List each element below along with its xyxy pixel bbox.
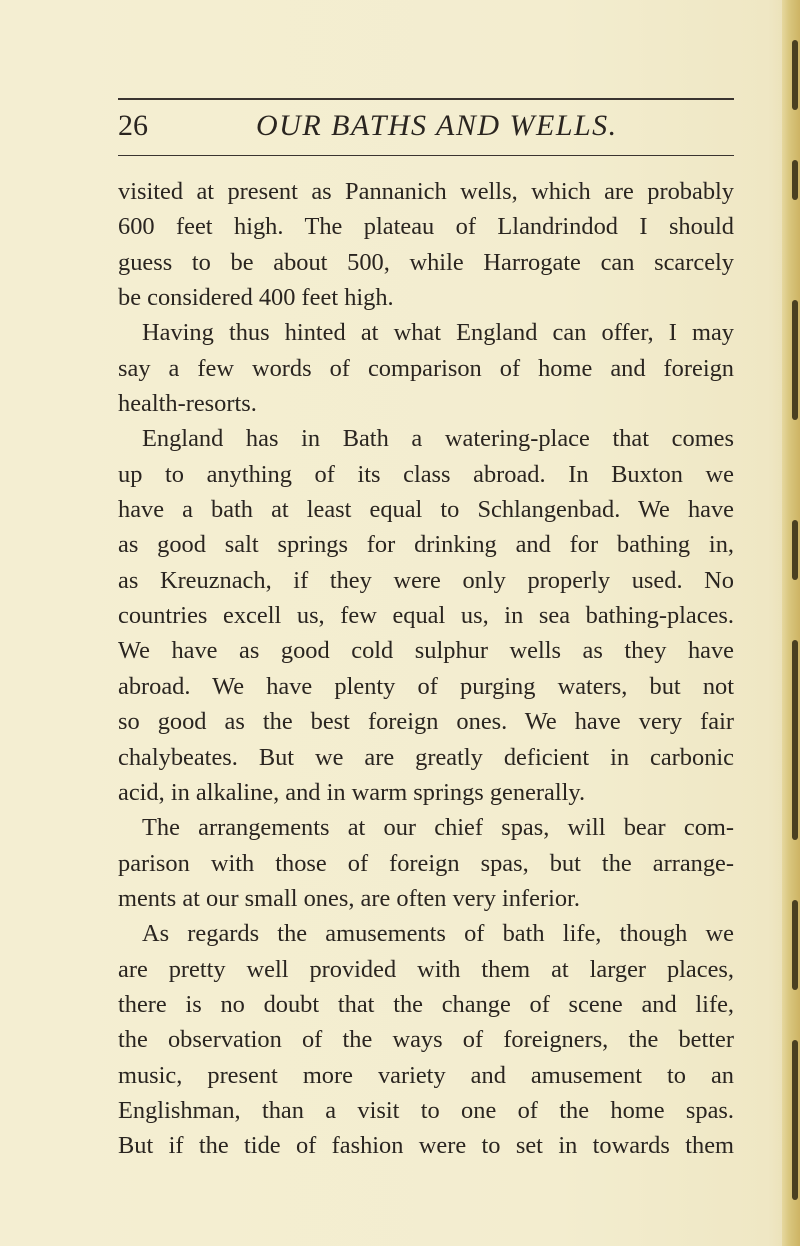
page-number: 26 — [118, 109, 148, 142]
edge-mark — [792, 40, 798, 110]
text-line: 600 feet high. The plateau of Llandrindod I should — [118, 213, 734, 241]
edge-mark — [792, 640, 798, 840]
text-line: are pretty well provided with them at larger places, — [118, 955, 734, 983]
header-top-rule — [118, 98, 734, 100]
text-line: up to anything of its class abroad. In Buxton we — [118, 460, 734, 488]
text-line: We have as good cold sulphur wells as they have — [118, 637, 734, 665]
text-line: countries excell us, few equal us, in sea bathing-places. — [118, 602, 734, 630]
text-line: acid, in alkaline, and in warm springs generally. — [118, 778, 586, 806]
edge-mark — [792, 1040, 798, 1200]
text-line: visited at present as Pannanich wells, which are probably — [118, 178, 734, 205]
text-line: the observation of the ways of foreigners, the better — [118, 1026, 734, 1054]
text-line: there is no doubt that the change of scene and life, — [118, 990, 734, 1018]
edge-mark — [792, 520, 798, 580]
text-line: chalybeates. But we are greatly deficient in carbonic — [118, 743, 734, 771]
text-line: as good salt springs for drinking and for bathing in, — [118, 531, 734, 559]
running-head-title: OUR BATHS AND WELLS. — [256, 109, 618, 142]
text-line: ments at our small ones, are often very inferior. — [118, 884, 580, 912]
text-line: England has in Bath a watering-place that comes — [142, 425, 734, 453]
text-line: As regards the amusements of bath life, though we — [142, 920, 734, 948]
text-line: The arrangements at our chief spas, will bear com- — [142, 814, 734, 842]
page-header — [118, 106, 734, 146]
edge-mark — [792, 900, 798, 990]
text-line: But if the tide of fashion were to set in towards them — [118, 1132, 734, 1160]
header-bottom-rule — [118, 155, 734, 156]
text-line: guess to be about 500, while Harrogate can scarcely — [118, 248, 734, 276]
text-line: as Kreuznach, if they were only properly used. No — [118, 566, 734, 594]
text-line: Englishman, than a visit to one of the home spas. — [118, 1096, 734, 1124]
edge-mark — [792, 300, 798, 420]
text-line: say a few words of comparison of home and foreign — [118, 354, 734, 382]
text-line: be considered 400 feet high. — [118, 284, 394, 312]
text-line: health-resorts. — [118, 390, 257, 418]
text-line: have a bath at least equal to Schlangenbad. We have — [118, 496, 734, 524]
text-line: abroad. We have plenty of purging waters, but not — [118, 672, 734, 700]
text-line: Having thus hinted at what England can offer, I may — [142, 319, 734, 347]
page-edge-shadow — [782, 0, 800, 1246]
edge-mark — [792, 160, 798, 200]
text-line: parison with those of foreign spas, but the arrange- — [118, 849, 734, 877]
text-line: music, present more variety and amusement to an — [118, 1061, 734, 1089]
body-text — [118, 174, 734, 1164]
text-line: so good as the best foreign ones. We have very fair — [118, 708, 734, 736]
